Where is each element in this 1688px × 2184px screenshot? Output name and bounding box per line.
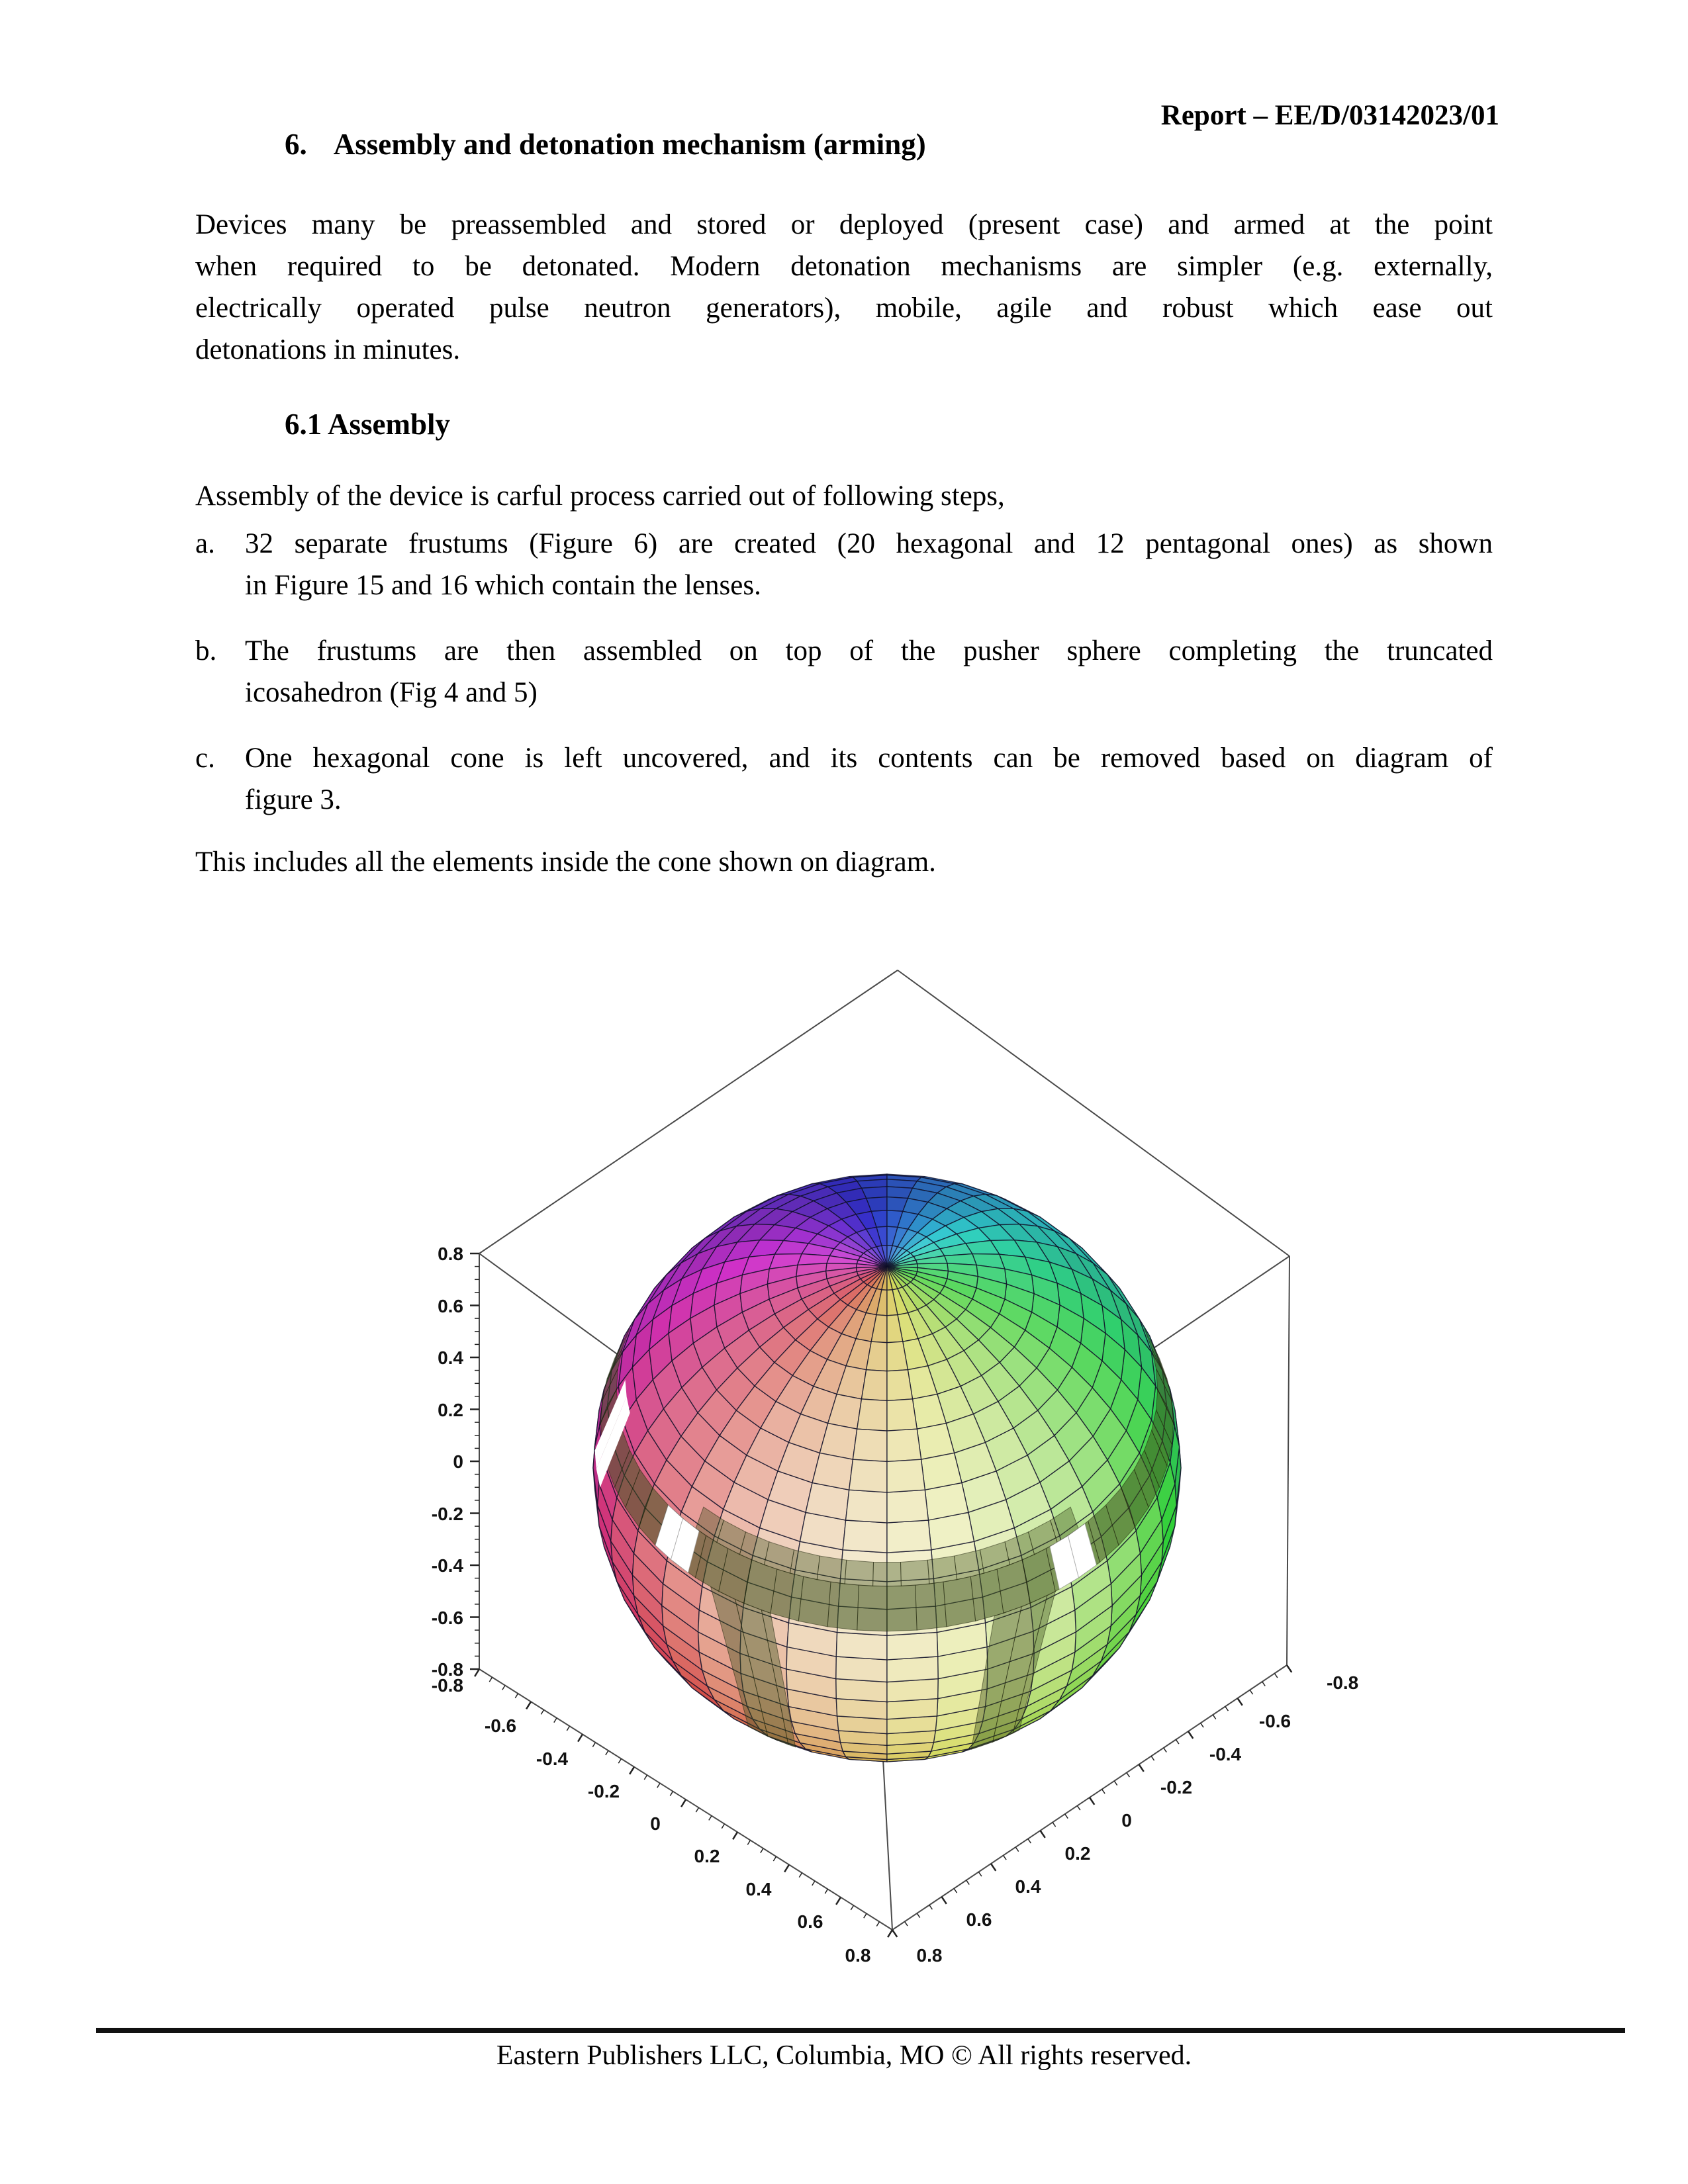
text-line: icosahedron (Fig 4 and 5) <box>245 677 538 708</box>
steps-list <box>195 523 1493 844</box>
footer-text: Eastern Publishers LLC, Columbia, MO © All rights reserved. <box>496 2040 1192 2071</box>
list-item <box>195 523 1493 606</box>
text-line: in Figure 15 and 16 which contain the lenses. <box>245 570 761 601</box>
section-title: Assembly and detonation mechanism (arming) <box>333 128 926 161</box>
text-line: electrically operated pulse neutron generators), mobile, agile and robust which ease out <box>195 293 1493 324</box>
svg-text:-0.8: -0.8 <box>431 1675 463 1696</box>
svg-text:-0.6: -0.6 <box>484 1715 517 1736</box>
figure-3d-sphere-plot <box>371 927 1403 1972</box>
svg-text:-0.4: -0.4 <box>431 1555 463 1576</box>
list-item-marker: a. <box>195 528 215 559</box>
section-heading <box>285 127 926 161</box>
text-line: One hexagonal cone is left uncovered, and its contents can be removed based on diagram of <box>245 743 1493 774</box>
svg-text:0.2: 0.2 <box>438 1400 463 1420</box>
list-item-text <box>245 523 1493 606</box>
svg-text:0.8: 0.8 <box>916 1945 943 1966</box>
svg-text:-0.4: -0.4 <box>536 1749 569 1769</box>
svg-text:0.6: 0.6 <box>797 1911 823 1932</box>
intro-paragraph <box>195 204 1493 371</box>
steps-intro: Assembly of the device is carful process carried out of following steps, <box>195 480 1005 512</box>
text-line: when required to be detonated. Modern detonation mechanisms are simpler (e.g. externally, <box>195 251 1493 282</box>
svg-text:0: 0 <box>650 1813 661 1834</box>
svg-text:0.2: 0.2 <box>1064 1843 1091 1864</box>
svg-text:0.8: 0.8 <box>438 1244 463 1264</box>
list-item-marker: c. <box>195 743 215 774</box>
footer-rule <box>96 2028 1625 2033</box>
text-line: figure 3. <box>245 784 342 815</box>
svg-text:-0.2: -0.2 <box>431 1504 463 1524</box>
text-line: The frustums are then assembled on top of the pusher sphere completing the truncated <box>245 635 1493 666</box>
subsection-heading: 6.1 Assembly <box>285 408 451 441</box>
svg-text:-0.4: -0.4 <box>1209 1744 1242 1764</box>
svg-text:0.6: 0.6 <box>438 1296 463 1316</box>
svg-text:0.4: 0.4 <box>745 1879 772 1899</box>
section-number: 6. <box>285 128 307 161</box>
svg-text:-0.6: -0.6 <box>431 1608 463 1628</box>
svg-text:-0.2: -0.2 <box>587 1781 620 1801</box>
svg-text:0.2: 0.2 <box>694 1846 720 1866</box>
svg-text:0: 0 <box>453 1451 463 1472</box>
text-line: 32 separate frustums (Figure 6) are created (20 hexagonal and 12 pentagonal ones) as shown <box>245 528 1493 559</box>
svg-text:0.4: 0.4 <box>1015 1876 1041 1897</box>
sphere-3d-plot <box>371 927 1403 1972</box>
closing-note: This includes all the elements inside the cone shown on diagram. <box>195 846 936 878</box>
list-item <box>195 737 1493 821</box>
svg-text:-0.8: -0.8 <box>431 1659 463 1680</box>
text-line: Devices many be preassembled and stored or deployed (present case) and armed at the point <box>195 209 1493 240</box>
report-reference: Report – EE/D/03142023/01 <box>1160 100 1499 131</box>
list-item <box>195 630 1493 713</box>
svg-text:-0.2: -0.2 <box>1160 1777 1193 1797</box>
svg-text:0.8: 0.8 <box>845 1945 871 1966</box>
svg-text:0.4: 0.4 <box>438 1347 463 1368</box>
svg-text:0.6: 0.6 <box>966 1909 992 1930</box>
svg-text:0: 0 <box>1121 1810 1132 1831</box>
svg-text:-0.6: -0.6 <box>1258 1711 1291 1731</box>
list-item-text <box>245 630 1493 713</box>
text-line: detonations in minutes. <box>195 334 461 365</box>
svg-text:-0.8: -0.8 <box>1327 1672 1359 1693</box>
list-item-marker: b. <box>195 635 217 666</box>
list-item-text <box>245 737 1493 821</box>
